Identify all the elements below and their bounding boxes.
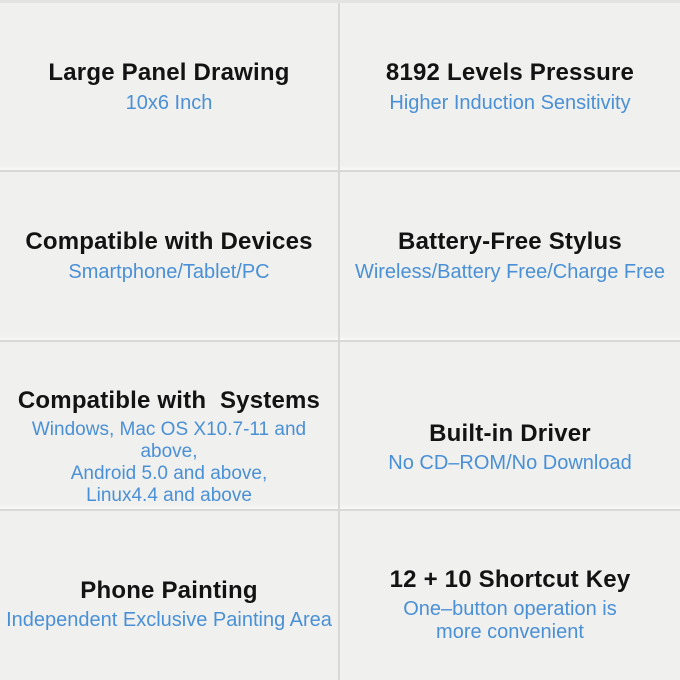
feature-subtitle-line: Android 5.0 and above, <box>70 463 268 485</box>
feature-cell-content <box>355 228 665 283</box>
feature-cell-content <box>390 566 631 643</box>
feature-subtitle <box>389 92 630 114</box>
feature-subtitle <box>6 419 332 507</box>
feature-cell-pressure-levels <box>340 3 680 172</box>
feature-subtitle <box>388 452 631 474</box>
feature-title: Battery-Free Stylus <box>398 228 622 256</box>
feature-subtitle-line: No CD–ROM/No Download <box>388 452 632 475</box>
feature-cell-content <box>6 577 332 632</box>
feature-cell-builtin-driver <box>340 342 680 511</box>
feature-subtitle-line: Higher Induction Sensitivity <box>389 91 631 114</box>
feature-subtitle <box>6 609 332 631</box>
feature-subtitle-line: Wireless/Battery Free/Charge Free <box>354 260 666 283</box>
feature-subtitle <box>126 92 213 114</box>
feature-title: Built-in Driver <box>429 419 591 447</box>
feature-cell-phone-painting <box>0 511 340 680</box>
feature-cell-content <box>386 59 634 114</box>
feature-cell-content <box>25 228 312 283</box>
feature-subtitle <box>68 261 269 283</box>
feature-cell-compatible-devices <box>0 172 340 341</box>
feature-cell-content <box>6 387 332 508</box>
feature-cell-content <box>388 420 631 475</box>
feature-subtitle-line: more convenient <box>436 620 584 643</box>
feature-cell-large-panel <box>0 3 340 172</box>
feature-subtitle-line: Windows, Mac OS X10.7-11 and above, <box>31 419 312 463</box>
feature-title: 8192 Levels Pressure <box>385 59 635 87</box>
feature-cell-content <box>48 59 289 114</box>
feature-subtitle-line: 10x6 Inch <box>125 91 213 114</box>
feature-cell-shortcut-keys <box>340 511 680 680</box>
feature-title: 12 + 10 Shortcut Key <box>389 565 631 593</box>
feature-cell-compatible-systems <box>0 342 340 511</box>
feature-subtitle-line: Linux4.4 and above <box>86 485 252 507</box>
feature-title: Large Panel Drawing <box>48 59 290 87</box>
feature-subtitle-line: Smartphone/Tablet/PC <box>68 260 270 283</box>
feature-subtitle-line: Independent Exclusive Painting Area <box>6 609 332 632</box>
feature-subtitle <box>355 261 665 283</box>
feature-title: Compatible with Devices <box>25 228 313 256</box>
feature-title: Compatible with Systems <box>17 386 321 414</box>
feature-title: Phone Painting <box>80 576 258 604</box>
feature-subtitle-line: One–button operation is <box>403 598 617 621</box>
feature-subtitle <box>403 598 617 643</box>
feature-cell-battery-free-stylus <box>340 172 680 341</box>
